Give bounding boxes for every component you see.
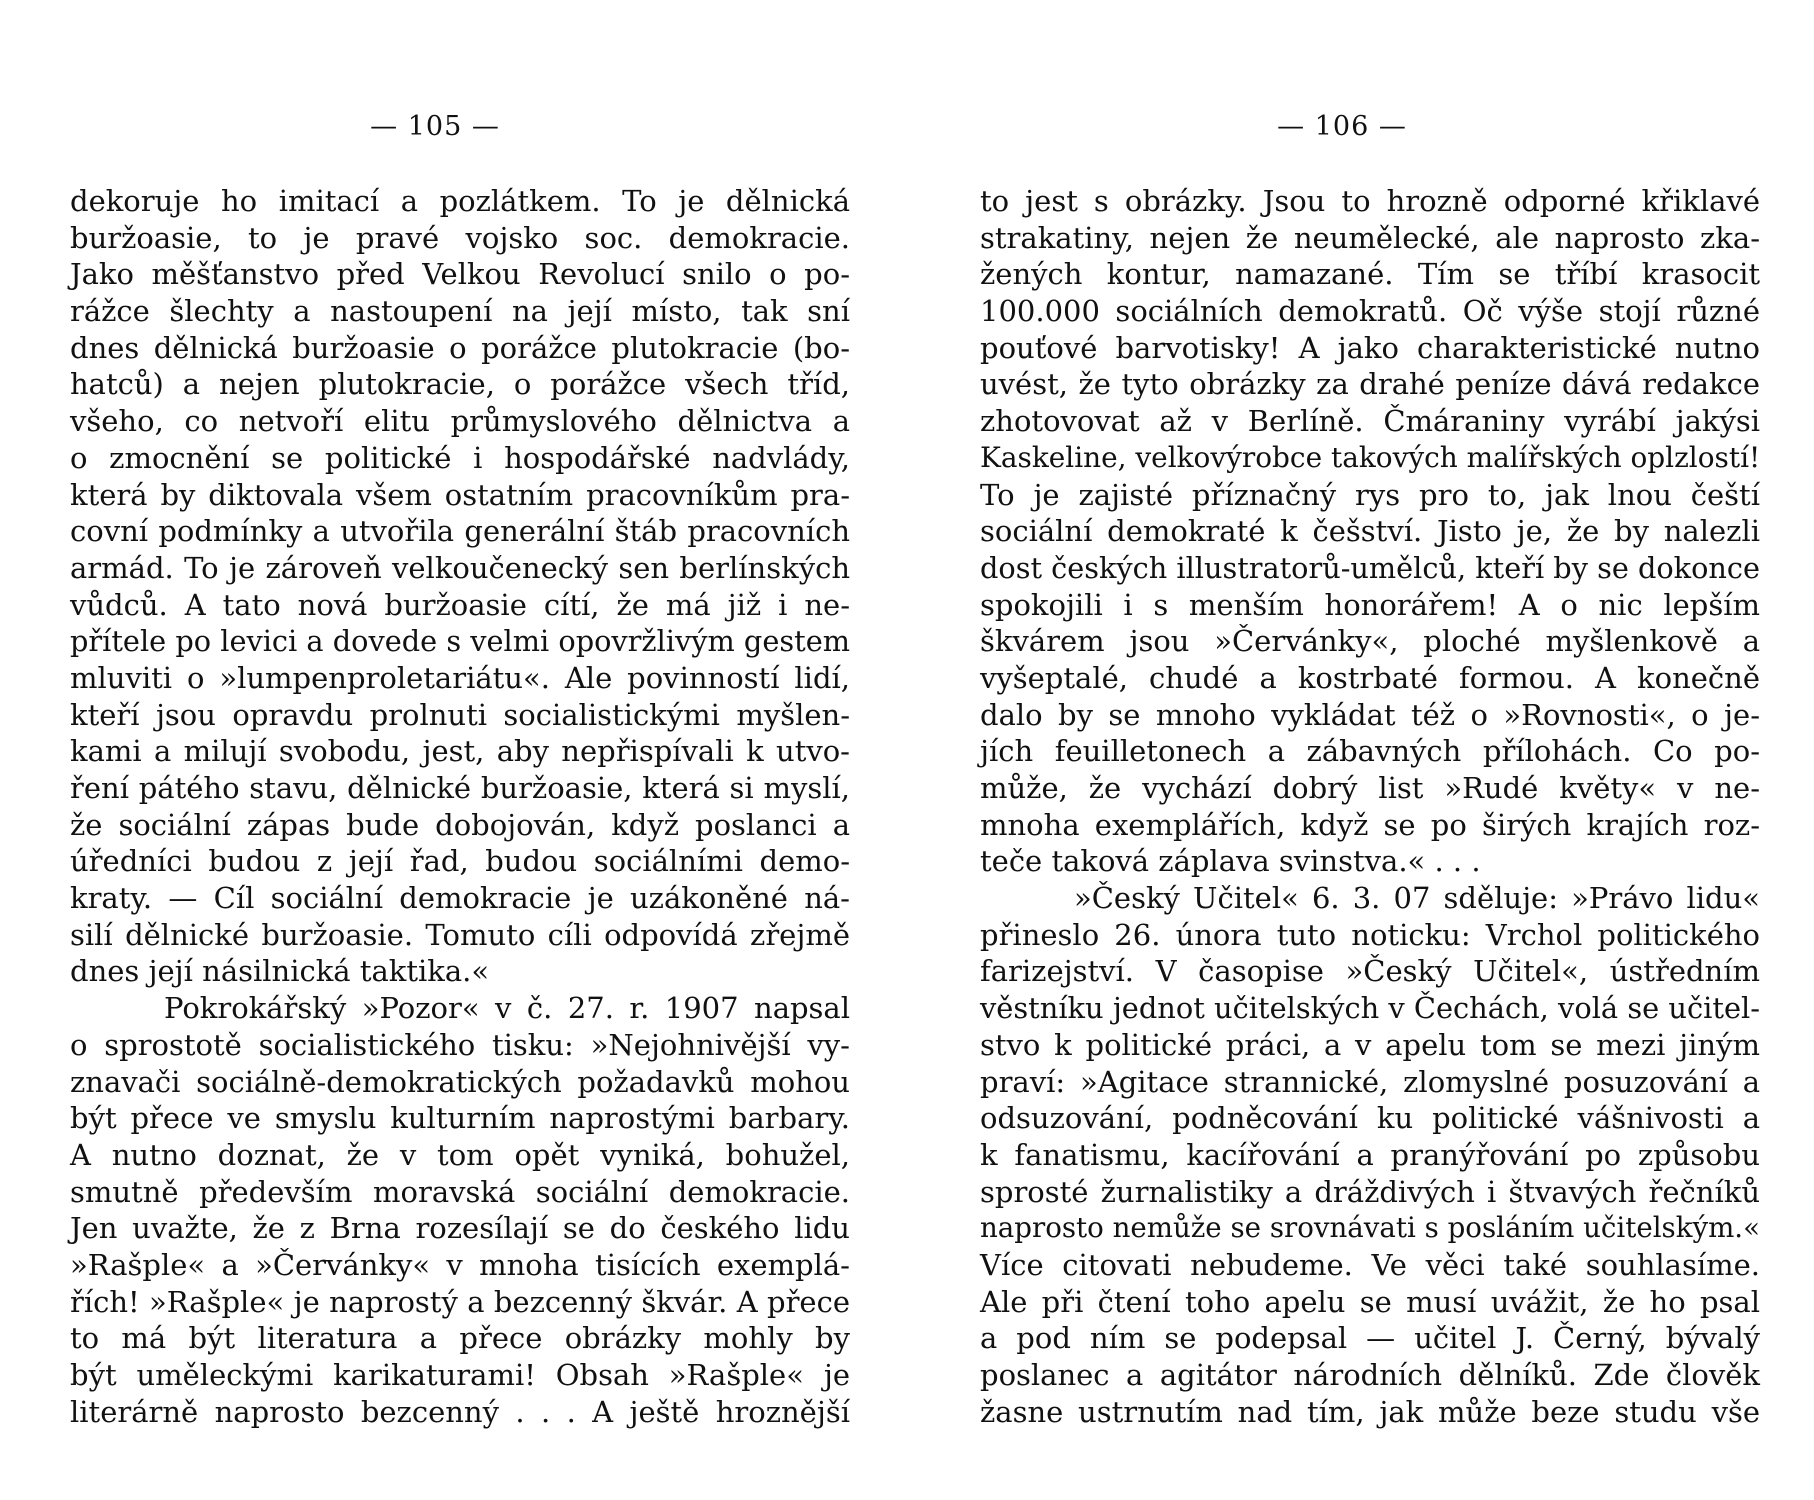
text-line: kraty. — Cíl sociální demokracie je uzákoněné ná- <box>70 881 850 916</box>
text-line: Kaskeline, velkovýrobce takových malířských oplzlostí! <box>980 440 1761 474</box>
text-line: sprosté žurnalistiky a dráždivých i štvavých řečníků <box>980 1174 1760 1209</box>
text-line: »Rašple« a »Červánky« v mnoha tisících exemplá- <box>70 1247 850 1282</box>
page-number-right: — 106 — <box>1277 111 1407 142</box>
text-line: odsuzování, podněcování ku politické vášnivosti a <box>980 1101 1760 1136</box>
text-line: o zmocnění se politické i hospodářské nadvlády, <box>70 440 850 475</box>
text-line: vůdců. A tato nová buržoasie cítí, že má již i ne- <box>70 587 850 622</box>
text-line: rážce šlechty a nastoupení na její místo, tak sní <box>70 294 850 329</box>
text-line: Ale při čtení toho apelu se musí uvážit, že ho psal <box>980 1284 1760 1319</box>
text-line: A nutno doznat, že v tom opět vyniká, bohužel, <box>70 1137 850 1172</box>
text-line: že sociální zápas bude dobojován, když poslanci a <box>70 807 850 842</box>
text-line: být uměleckými karikaturami! Obsah »Rašple« je <box>70 1358 850 1392</box>
text-line: kami a milují svobodu, jest, aby nepřispívali k utvo- <box>70 734 850 769</box>
text-line: to má být literatura a přece obrázky mohly by <box>70 1321 850 1356</box>
text-line: covní podmínky a utvořila generální štáb pracovních <box>70 514 850 549</box>
text-line: přineslo 26. února tuto noticku: Vrchol politického <box>980 917 1760 952</box>
text-line: uvést, že tyto obrázky za drahé peníze dává redakce <box>980 367 1760 402</box>
text-line: přítele po levici a dovede s velmi opovržlivým gestem <box>70 624 850 659</box>
text-line: zhotovovat až v Berlíně. Čmáraniny vyrábí jakýsi <box>980 404 1760 439</box>
text-line: může, že vychází dobrý list »Rudé květy« v ne- <box>980 771 1760 805</box>
text-line: být přece ve smyslu kulturním naprostými barbary. <box>70 1101 850 1136</box>
text-line: naprosto nemůže se srovnávati s posláním učitelským.« <box>980 1211 1760 1245</box>
text-line: hatců) a nejen plutokracie, o porážce všech tříd, <box>70 367 850 402</box>
text-line: všeho, co netvoří elitu průmyslového dělnictva a <box>70 404 850 439</box>
text-line: teče taková záplava svinstva.« . . . <box>980 844 1481 879</box>
text-line: smutně především moravská sociální demokracie. <box>70 1174 850 1209</box>
text-line: silí dělnické buržoasie. Tomuto cíli odpovídá zřejmě <box>70 917 850 952</box>
text-line: která by diktovala všem ostatním pracovníkům pra- <box>70 477 850 512</box>
text-line: mluviti o »lumpenproletariátu«. Ale povinností lidí, <box>70 660 850 695</box>
text-line: poslanec a agitátor národních dělníků. Zde člověk <box>980 1358 1760 1392</box>
page-number-left: — 105 — <box>370 111 500 142</box>
text-line: věstníku jednot učitelských v Čechách, volá se učitel- <box>980 991 1760 1026</box>
text-line: praví: »Agitace strannické, zlomyslné posuzování a <box>980 1064 1760 1099</box>
text-line: dnes její násilnická taktika.« <box>70 954 490 989</box>
text-line: dekoruje ho imitací a pozlátkem. To je dělnická <box>70 184 850 218</box>
text-line: žených kontur, namazané. Tím se tříbí krasocit <box>980 257 1760 292</box>
text-line: Jen uvažte, že z Brna rozesílají se do českého lidu <box>70 1211 850 1246</box>
right-page-text <box>980 183 1760 1430</box>
text-line: pouťové barvotisky! A jako charakteristické nutno <box>980 330 1760 365</box>
text-line: To je zajisté příznačný rys pro to, jak lnou čeští <box>980 477 1760 512</box>
text-line: 100.000 sociálních demokratů. Oč výše stojí různé <box>980 294 1760 329</box>
text-line: řích! »Rašple« je naprostý a bezcenný škvár. A přece <box>70 1284 850 1319</box>
text-line: dnes dělnická buržoasie o porážce plutokracie (bo- <box>70 330 850 365</box>
right-page <box>980 0 1760 1500</box>
text-line: a pod ním se podepsal — učitel J. Černý, bývalý <box>980 1321 1760 1356</box>
text-line: to jest s obrázky. Jsou to hrozně odporné křiklavé <box>980 184 1760 218</box>
text-line: Jako měšťanstvo před Velkou Revolucí snilo o po- <box>70 257 850 292</box>
text-line: mnoha exemplářích, když se po širých krajích roz- <box>980 807 1760 842</box>
text-line: o sprostotě socialistického tisku: »Nejohnivější vy- <box>70 1027 850 1062</box>
text-line: žasne ustrnutím nad tím, jak může beze studu vše <box>980 1394 1760 1429</box>
left-page-text <box>70 183 850 1430</box>
left-page <box>70 0 850 1500</box>
text-line: dalo by se mnoho vykládat též o »Rovnosti«, o je- <box>980 697 1760 732</box>
text-line: armád. To je zároveň velkoučenecký sen berlínských <box>70 550 850 585</box>
text-line: buržoasie, to je pravé vojsko soc. demokracie. <box>70 220 850 255</box>
text-line: Více citovati nebudeme. Ve věci také souhlasíme. <box>980 1247 1760 1282</box>
text-line: strakatiny, nejen že neumělecké, ale naprosto zka- <box>980 220 1760 255</box>
text-line: k fanatismu, kacířování a pranýřování po způsobu <box>980 1137 1760 1172</box>
text-line: literárně naprosto bezcenný . . . A ještě hroznější <box>70 1394 850 1429</box>
text-line: Pokrokářský »Pozor« v č. 27. r. 1907 napsal <box>164 991 850 1026</box>
text-line: »Český Učitel« 6. 3. 07 sděluje: »Právo lidu« <box>1074 881 1760 916</box>
text-line: vyšeptalé, chudé a kostrbaté formou. A konečně <box>980 660 1760 695</box>
text-line: dost českých illustratorů-umělců, kteří by se dokonce <box>980 550 1760 585</box>
text-line: sociální demokraté k češství. Jisto je, že by nalezli <box>980 514 1760 549</box>
text-line: jích feuilletonech a zábavných přílohách. Co po- <box>980 734 1760 769</box>
text-line: ření pátého stavu, dělnické buržoasie, která si myslí, <box>70 771 850 805</box>
text-line: znavači sociálně-demokratických požadavků mohou <box>70 1064 850 1099</box>
text-line: farizejství. V časopise »Český Učitel«, ústředním <box>980 954 1760 989</box>
text-line: škvárem jsou »Červánky«, ploché myšlenkově a <box>980 624 1760 659</box>
text-line: úředníci budou z její řad, budou sociálními demo- <box>70 844 850 879</box>
text-line: kteří jsou opravdu prolnuti socialistickými myšlen- <box>70 697 850 732</box>
text-line: stvo k politické práci, a v apelu tom se mezi jiným <box>980 1027 1760 1062</box>
text-line: spokojili i s menším honorářem! A o nic lepším <box>980 587 1760 622</box>
